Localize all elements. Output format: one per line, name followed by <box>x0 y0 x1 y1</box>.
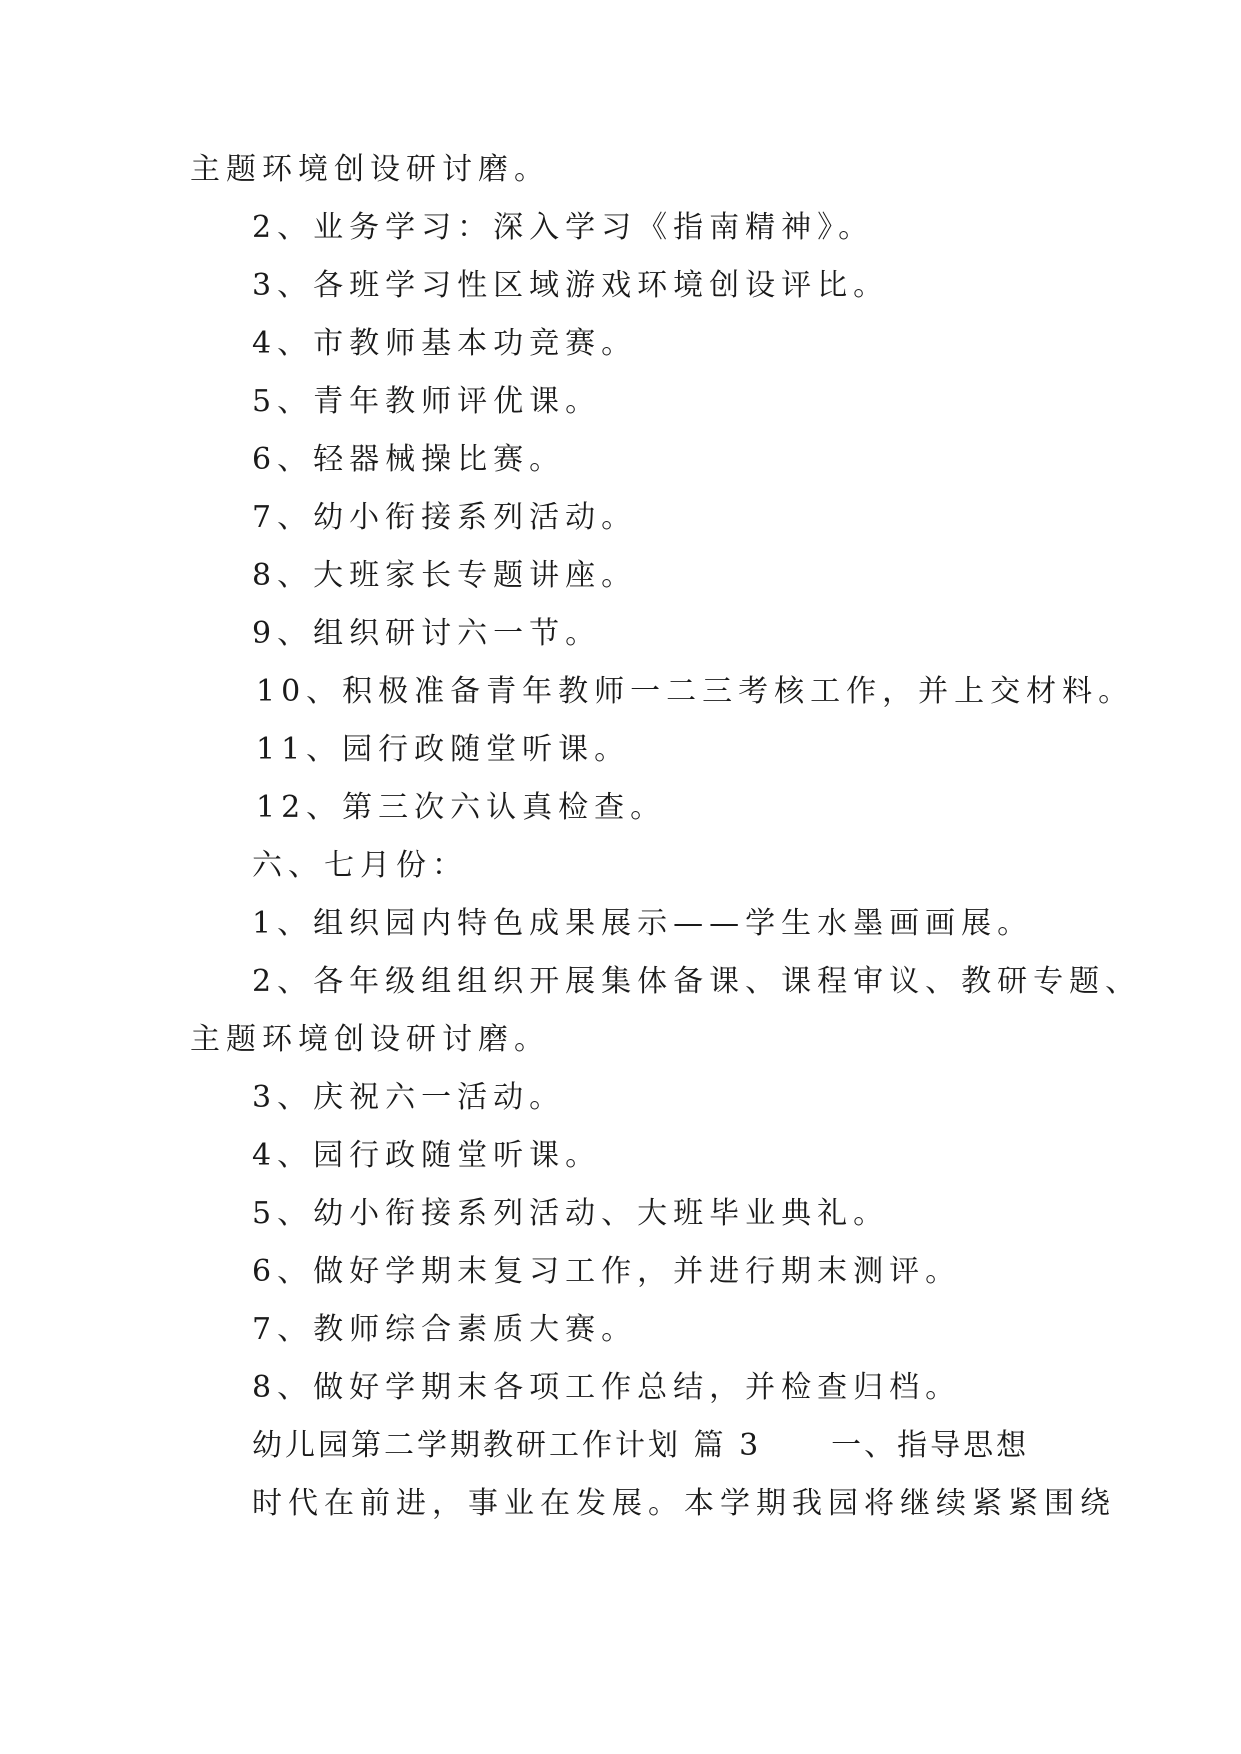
section-title: 幼儿园第二学期教研工作计划 篇 3 <box>252 1428 762 1463</box>
text-line: 11、园行政随堂听课。 <box>256 732 631 767</box>
text-line: 7、教师综合素质大赛。 <box>252 1312 638 1347</box>
text-line: 4、市教师基本功竞赛。 <box>252 326 638 361</box>
text-line: 4、园行政随堂听课。 <box>252 1138 602 1173</box>
text-line: 6、做好学期末复习工作，并进行期末测评。 <box>252 1254 962 1289</box>
text-line-continuation: 主题环境创设研讨磨。 <box>190 152 550 187</box>
section-subtitle: 一、指导思想 <box>831 1428 1030 1463</box>
text-line: 12、第三次六认真检查。 <box>256 790 667 825</box>
text-line: 6、轻器械操比赛。 <box>252 442 566 477</box>
text-line: 7、幼小衔接系列活动。 <box>252 500 638 535</box>
section-heading <box>252 1426 1029 1466</box>
text-line: 2、各年级组组织开展集体备课、课程审议、教研专题、 <box>252 964 1142 999</box>
text-line: 3、各班学习性区域游戏环境创设评比。 <box>252 268 890 303</box>
text-line: 8、做好学期末各项工作总结，并检查归档。 <box>252 1370 962 1405</box>
text-line-continuation: 主题环境创设研讨磨。 <box>190 1022 550 1057</box>
text-line: 2、业务学习：深入学习《指南精神》。 <box>252 210 875 245</box>
text-line: 9、组织研讨六一节。 <box>252 616 602 651</box>
text-line: 时代在前进，事业在发展。本学期我园将继续紧紧围绕 <box>252 1486 1116 1521</box>
text-line: 3、庆祝六一活动。 <box>252 1080 566 1115</box>
text-line: 5、幼小衔接系列活动、大班毕业典礼。 <box>252 1196 890 1231</box>
text-line: 10、积极准备青年教师一二三考核工作，并上交材料。 <box>256 674 1135 709</box>
text-line-heading: 六、七月份： <box>252 848 468 883</box>
text-line: 5、青年教师评优课。 <box>252 384 602 419</box>
text-line: 8、大班家长专题讲座。 <box>252 558 638 593</box>
text-line: 1、组织园内特色成果展示——学生水墨画画展。 <box>252 906 1034 941</box>
